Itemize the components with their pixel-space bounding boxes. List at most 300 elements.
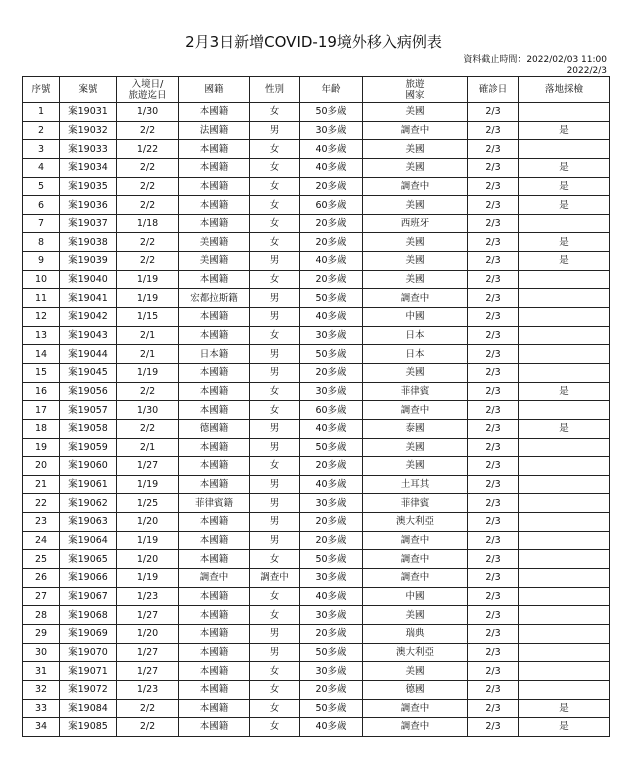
- cell-sex: 男: [250, 419, 300, 438]
- table-row: [23, 457, 610, 476]
- cell-arrival: 1/27: [117, 606, 179, 625]
- cell-sex: 女: [250, 662, 300, 681]
- cell-arrival: 1/30: [117, 401, 179, 420]
- table-row: [23, 121, 610, 140]
- cell-confirmed: 2/3: [468, 550, 519, 569]
- cell-seq: 23: [23, 513, 60, 532]
- cell-age: 50多歲: [300, 438, 363, 457]
- cell-case: 案19038: [60, 233, 117, 252]
- cell-nationality: 本國籍: [179, 401, 250, 420]
- cell-nationality: 本國籍: [179, 457, 250, 476]
- cell-landing: [519, 345, 610, 364]
- cell-arrival: 2/1: [117, 438, 179, 457]
- cell-landing: [519, 680, 610, 699]
- cell-arrival: 2/2: [117, 233, 179, 252]
- cell-confirmed: 2/3: [468, 494, 519, 513]
- table-row: [23, 345, 610, 364]
- cell-country: 菲律賓: [363, 382, 468, 401]
- cell-seq: 20: [23, 457, 60, 476]
- cell-case: 案19084: [60, 699, 117, 718]
- cell-seq: 30: [23, 643, 60, 662]
- cell-country: 調查中: [363, 699, 468, 718]
- cell-country: 調查中: [363, 550, 468, 569]
- cell-landing: [519, 308, 610, 327]
- cell-sex: 女: [250, 177, 300, 196]
- cell-sex: 男: [250, 363, 300, 382]
- cell-case: 案19063: [60, 513, 117, 532]
- cell-case: 案19037: [60, 214, 117, 233]
- cell-case: 案19070: [60, 643, 117, 662]
- cell-case: 案19041: [60, 289, 117, 308]
- table-row: [23, 308, 610, 327]
- cell-sex: 女: [250, 699, 300, 718]
- cell-sex: 女: [250, 214, 300, 233]
- cell-seq: 3: [23, 140, 60, 159]
- cell-arrival: 2/2: [117, 718, 179, 737]
- cell-case: 案19035: [60, 177, 117, 196]
- cell-arrival: 1/30: [117, 103, 179, 122]
- cell-case: 案19056: [60, 382, 117, 401]
- cell-landing: 是: [519, 233, 610, 252]
- cell-nationality: 德國籍: [179, 419, 250, 438]
- cell-seq: 22: [23, 494, 60, 513]
- cell-sex: 男: [250, 513, 300, 532]
- cell-sex: 女: [250, 158, 300, 177]
- cell-case: 案19033: [60, 140, 117, 159]
- header-seq: 序號: [23, 77, 60, 103]
- cell-age: 60多歲: [300, 401, 363, 420]
- cell-country: 調查中: [363, 401, 468, 420]
- cell-sex: 女: [250, 382, 300, 401]
- table-row: [23, 103, 610, 122]
- cell-seq: 32: [23, 680, 60, 699]
- cell-case: 案19061: [60, 475, 117, 494]
- cell-age: 40多歲: [300, 718, 363, 737]
- cell-seq: 29: [23, 624, 60, 643]
- cell-age: 20多歲: [300, 513, 363, 532]
- cell-sex: 女: [250, 606, 300, 625]
- cell-seq: 12: [23, 308, 60, 327]
- cell-nationality: 本國籍: [179, 643, 250, 662]
- cell-confirmed: 2/3: [468, 457, 519, 476]
- table-row: [23, 177, 610, 196]
- cell-confirmed: 2/3: [468, 121, 519, 140]
- cell-case: 案19068: [60, 606, 117, 625]
- table-row: [23, 531, 610, 550]
- cell-seq: 7: [23, 214, 60, 233]
- cell-case: 案19071: [60, 662, 117, 681]
- table-row: [23, 214, 610, 233]
- cell-arrival: 2/2: [117, 382, 179, 401]
- cell-nationality: 菲律賓籍: [179, 494, 250, 513]
- table-row: [23, 718, 610, 737]
- cell-sex: 男: [250, 252, 300, 271]
- cell-age: 50多歲: [300, 699, 363, 718]
- table-row: [23, 513, 610, 532]
- header-sex: 性別: [250, 77, 300, 103]
- cell-case: 案19059: [60, 438, 117, 457]
- cell-seq: 11: [23, 289, 60, 308]
- cell-sex: 女: [250, 233, 300, 252]
- cell-seq: 4: [23, 158, 60, 177]
- cell-seq: 21: [23, 475, 60, 494]
- cell-arrival: 1/19: [117, 363, 179, 382]
- header-confirmed: 確診日: [468, 77, 519, 103]
- cell-confirmed: 2/3: [468, 531, 519, 550]
- cell-case: 案19043: [60, 326, 117, 345]
- cell-nationality: 本國籍: [179, 513, 250, 532]
- cell-age: 40多歲: [300, 587, 363, 606]
- cell-confirmed: 2/3: [468, 289, 519, 308]
- cell-seq: 24: [23, 531, 60, 550]
- cell-confirmed: 2/3: [468, 363, 519, 382]
- cell-sex: 男: [250, 531, 300, 550]
- cell-arrival: 1/19: [117, 475, 179, 494]
- cell-seq: 5: [23, 177, 60, 196]
- cell-age: 20多歲: [300, 233, 363, 252]
- table-row: [23, 382, 610, 401]
- cell-arrival: 1/23: [117, 680, 179, 699]
- cell-age: 20多歲: [300, 457, 363, 476]
- cell-seq: 16: [23, 382, 60, 401]
- cell-age: 60多歲: [300, 196, 363, 215]
- cell-case: 案19066: [60, 569, 117, 588]
- cell-confirmed: 2/3: [468, 401, 519, 420]
- cell-age: 20多歲: [300, 624, 363, 643]
- cell-seq: 13: [23, 326, 60, 345]
- cell-seq: 10: [23, 270, 60, 289]
- table-header-row: [23, 77, 610, 103]
- cell-confirmed: 2/3: [468, 475, 519, 494]
- cell-confirmed: 2/3: [468, 513, 519, 532]
- cell-nationality: 美國籍: [179, 233, 250, 252]
- cell-age: 30多歲: [300, 494, 363, 513]
- cell-country: 土耳其: [363, 475, 468, 494]
- cell-arrival: 1/19: [117, 289, 179, 308]
- cell-country: 中國: [363, 308, 468, 327]
- cell-confirmed: 2/3: [468, 587, 519, 606]
- cell-sex: 女: [250, 196, 300, 215]
- cell-arrival: 2/2: [117, 419, 179, 438]
- header-case: 案號: [60, 77, 117, 103]
- cell-nationality: 調查中: [179, 569, 250, 588]
- cell-case: 案19044: [60, 345, 117, 364]
- header-country: 旅遊 國家: [363, 77, 468, 103]
- cell-seq: 8: [23, 233, 60, 252]
- cell-nationality: 本國籍: [179, 587, 250, 606]
- cell-landing: [519, 606, 610, 625]
- cell-landing: [519, 587, 610, 606]
- header-arrival: 入境日/ 旅遊迄日: [117, 77, 179, 103]
- cell-confirmed: 2/3: [468, 438, 519, 457]
- cell-confirmed: 2/3: [468, 345, 519, 364]
- cell-age: 30多歲: [300, 662, 363, 681]
- cell-landing: [519, 643, 610, 662]
- cell-confirmed: 2/3: [468, 606, 519, 625]
- cell-landing: 是: [519, 419, 610, 438]
- cell-sex: 男: [250, 475, 300, 494]
- cell-nationality: 宏都拉斯籍: [179, 289, 250, 308]
- cell-case: 案19072: [60, 680, 117, 699]
- cell-case: 案19036: [60, 196, 117, 215]
- cell-age: 40多歲: [300, 140, 363, 159]
- cell-sex: 女: [250, 718, 300, 737]
- cell-country: 美國: [363, 233, 468, 252]
- cell-arrival: 2/2: [117, 121, 179, 140]
- table-row: [23, 363, 610, 382]
- cell-seq: 28: [23, 606, 60, 625]
- cell-landing: [519, 550, 610, 569]
- cell-arrival: 2/2: [117, 196, 179, 215]
- cell-nationality: 日本籍: [179, 345, 250, 364]
- cell-country: 美國: [363, 196, 468, 215]
- cell-landing: [519, 363, 610, 382]
- cell-confirmed: 2/3: [468, 419, 519, 438]
- cell-nationality: 本國籍: [179, 214, 250, 233]
- cell-arrival: 1/19: [117, 569, 179, 588]
- cell-seq: 25: [23, 550, 60, 569]
- cell-country: 美國: [363, 457, 468, 476]
- cell-arrival: 1/15: [117, 308, 179, 327]
- cell-arrival: 1/27: [117, 662, 179, 681]
- cell-seq: 33: [23, 699, 60, 718]
- cell-country: 美國: [363, 158, 468, 177]
- table-row: [23, 289, 610, 308]
- table-row: [23, 196, 610, 215]
- cell-sex: 女: [250, 326, 300, 345]
- table-row: [23, 252, 610, 271]
- cell-landing: [519, 270, 610, 289]
- table-row: [23, 438, 610, 457]
- cell-country: 菲律賓: [363, 494, 468, 513]
- cell-arrival: 2/2: [117, 699, 179, 718]
- cell-sex: 女: [250, 270, 300, 289]
- cell-nationality: 本國籍: [179, 363, 250, 382]
- cell-age: 40多歲: [300, 252, 363, 271]
- cell-sex: 男: [250, 308, 300, 327]
- cell-age: 50多歲: [300, 289, 363, 308]
- cell-landing: 是: [519, 382, 610, 401]
- cell-confirmed: 2/3: [468, 624, 519, 643]
- cell-confirmed: 2/3: [468, 140, 519, 159]
- table-row: [23, 401, 610, 420]
- cell-nationality: 本國籍: [179, 550, 250, 569]
- cell-age: 40多歲: [300, 475, 363, 494]
- cell-seq: 2: [23, 121, 60, 140]
- table-row: [23, 270, 610, 289]
- cell-arrival: 2/2: [117, 177, 179, 196]
- cell-landing: [519, 326, 610, 345]
- cell-nationality: 本國籍: [179, 308, 250, 327]
- cell-seq: 18: [23, 419, 60, 438]
- table-row: [23, 233, 610, 252]
- cell-landing: [519, 103, 610, 122]
- cell-case: 案19058: [60, 419, 117, 438]
- cell-case: 案19057: [60, 401, 117, 420]
- cell-country: 瑞典: [363, 624, 468, 643]
- cell-seq: 1: [23, 103, 60, 122]
- cell-arrival: 1/20: [117, 513, 179, 532]
- cell-case: 案19060: [60, 457, 117, 476]
- cell-country: 澳大利亞: [363, 513, 468, 532]
- cell-age: 40多歲: [300, 158, 363, 177]
- cell-arrival: 1/19: [117, 531, 179, 550]
- cell-nationality: 本國籍: [179, 531, 250, 550]
- cell-sex: 男: [250, 624, 300, 643]
- cell-nationality: 本國籍: [179, 699, 250, 718]
- cell-age: 30多歲: [300, 326, 363, 345]
- cell-nationality: 本國籍: [179, 438, 250, 457]
- table-row: [23, 680, 610, 699]
- cell-landing: [519, 457, 610, 476]
- page-title: 2月3日新增COVID-19境外移入病例表: [185, 33, 442, 51]
- cell-confirmed: 2/3: [468, 270, 519, 289]
- table-row: [23, 494, 610, 513]
- cell-landing: [519, 289, 610, 308]
- cell-arrival: 1/19: [117, 270, 179, 289]
- cell-seq: 6: [23, 196, 60, 215]
- cell-confirmed: 2/3: [468, 177, 519, 196]
- cell-age: 20多歲: [300, 214, 363, 233]
- cell-seq: 15: [23, 363, 60, 382]
- cell-seq: 34: [23, 718, 60, 737]
- cell-arrival: 2/2: [117, 252, 179, 271]
- cell-case: 案19062: [60, 494, 117, 513]
- cell-case: 案19031: [60, 103, 117, 122]
- cell-landing: [519, 662, 610, 681]
- cell-country: 美國: [363, 438, 468, 457]
- cell-case: 案19067: [60, 587, 117, 606]
- cell-sex: 女: [250, 680, 300, 699]
- cell-seq: 27: [23, 587, 60, 606]
- cell-confirmed: 2/3: [468, 158, 519, 177]
- cell-country: 調查中: [363, 121, 468, 140]
- cell-confirmed: 2/3: [468, 718, 519, 737]
- cell-confirmed: 2/3: [468, 382, 519, 401]
- cell-landing: 是: [519, 718, 610, 737]
- cell-landing: [519, 214, 610, 233]
- cell-nationality: 本國籍: [179, 662, 250, 681]
- cell-landing: 是: [519, 158, 610, 177]
- cell-arrival: 1/22: [117, 140, 179, 159]
- cell-country: 調查中: [363, 289, 468, 308]
- header-landing: 落地採檢: [519, 77, 610, 103]
- report-date: 2022/2/3: [566, 66, 607, 76]
- cell-arrival: 1/18: [117, 214, 179, 233]
- cell-nationality: 本國籍: [179, 606, 250, 625]
- cell-age: 50多歲: [300, 103, 363, 122]
- cell-case: 案19085: [60, 718, 117, 737]
- cell-sex: 女: [250, 140, 300, 159]
- cell-landing: [519, 401, 610, 420]
- cell-arrival: 2/1: [117, 345, 179, 364]
- cell-sex: 男: [250, 643, 300, 662]
- cell-confirmed: 2/3: [468, 196, 519, 215]
- cell-age: 30多歲: [300, 121, 363, 140]
- cell-sex: 男: [250, 289, 300, 308]
- cell-confirmed: 2/3: [468, 643, 519, 662]
- cell-nationality: 本國籍: [179, 103, 250, 122]
- cell-confirmed: 2/3: [468, 308, 519, 327]
- cell-seq: 17: [23, 401, 60, 420]
- cell-age: 40多歲: [300, 308, 363, 327]
- cell-case: 案19032: [60, 121, 117, 140]
- cell-age: 40多歲: [300, 419, 363, 438]
- cell-sex: 男: [250, 438, 300, 457]
- cell-arrival: 2/1: [117, 326, 179, 345]
- cell-country: 中國: [363, 587, 468, 606]
- cell-case: 案19064: [60, 531, 117, 550]
- cell-nationality: 本國籍: [179, 680, 250, 699]
- cell-seq: 9: [23, 252, 60, 271]
- cell-nationality: 本國籍: [179, 718, 250, 737]
- cell-age: 20多歲: [300, 177, 363, 196]
- cell-confirmed: 2/3: [468, 662, 519, 681]
- cell-seq: 14: [23, 345, 60, 364]
- cell-arrival: 2/2: [117, 158, 179, 177]
- cell-age: 50多歲: [300, 643, 363, 662]
- cell-country: 西班牙: [363, 214, 468, 233]
- cell-landing: [519, 624, 610, 643]
- cell-nationality: 本國籍: [179, 140, 250, 159]
- cell-nationality: 本國籍: [179, 270, 250, 289]
- cell-case: 案19065: [60, 550, 117, 569]
- cell-country: 德國: [363, 680, 468, 699]
- cell-sex: 女: [250, 401, 300, 420]
- cell-age: 50多歲: [300, 550, 363, 569]
- cell-confirmed: 2/3: [468, 103, 519, 122]
- cell-age: 50多歲: [300, 345, 363, 364]
- cell-nationality: 本國籍: [179, 177, 250, 196]
- table-row: [23, 326, 610, 345]
- table-row: [23, 624, 610, 643]
- cell-case: 案19034: [60, 158, 117, 177]
- cell-case: 案19069: [60, 624, 117, 643]
- cell-nationality: 本國籍: [179, 158, 250, 177]
- cell-sex: 男: [250, 494, 300, 513]
- header-age: 年齡: [300, 77, 363, 103]
- cell-age: 30多歲: [300, 606, 363, 625]
- cell-nationality: 美國籍: [179, 252, 250, 271]
- cell-country: 美國: [363, 606, 468, 625]
- cell-sex: 男: [250, 345, 300, 364]
- case-table: [22, 76, 610, 737]
- data-deadline: 資料截止時間：2022/02/03 11:00: [463, 55, 607, 65]
- cell-confirmed: 2/3: [468, 252, 519, 271]
- cell-country: 美國: [363, 270, 468, 289]
- cell-landing: [519, 531, 610, 550]
- table-row: [23, 699, 610, 718]
- cell-nationality: 本國籍: [179, 382, 250, 401]
- table-row: [23, 140, 610, 159]
- cell-sex: 女: [250, 587, 300, 606]
- cell-arrival: 1/27: [117, 457, 179, 476]
- cell-landing: [519, 475, 610, 494]
- cell-country: 美國: [363, 252, 468, 271]
- cell-country: 美國: [363, 662, 468, 681]
- table-row: [23, 569, 610, 588]
- cell-country: 澳大利亞: [363, 643, 468, 662]
- cell-nationality: 本國籍: [179, 475, 250, 494]
- cell-seq: 26: [23, 569, 60, 588]
- cell-landing: [519, 569, 610, 588]
- table-row: [23, 587, 610, 606]
- cell-age: 20多歲: [300, 531, 363, 550]
- cell-country: 美國: [363, 140, 468, 159]
- cell-country: 日本: [363, 345, 468, 364]
- cell-sex: 女: [250, 457, 300, 476]
- cell-case: 案19039: [60, 252, 117, 271]
